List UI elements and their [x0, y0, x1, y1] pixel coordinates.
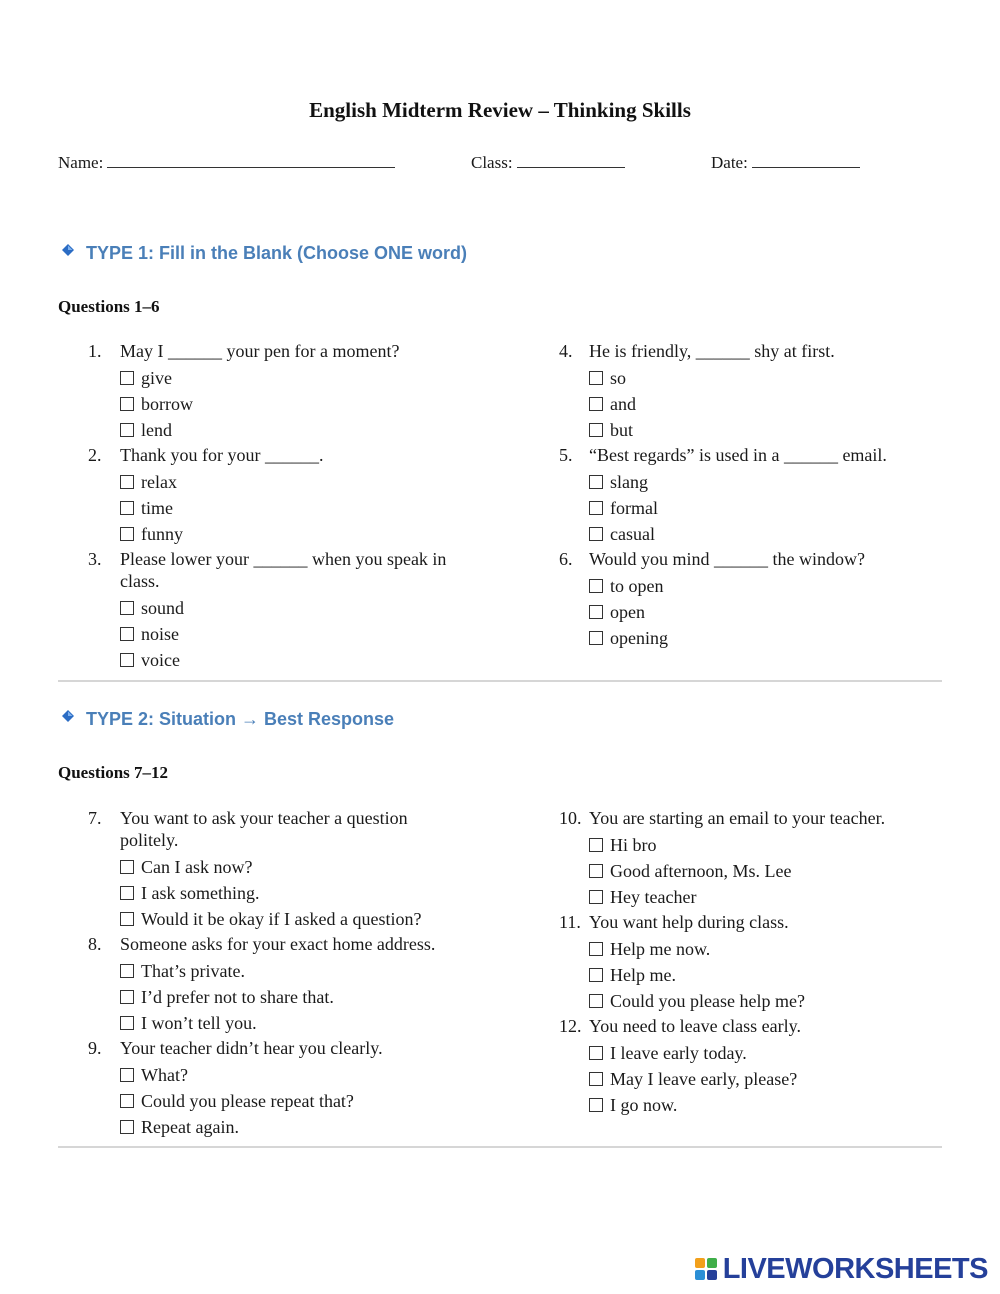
answer-option[interactable]	[120, 1010, 470, 1036]
checkbox-icon[interactable]	[120, 1120, 134, 1134]
option-label: funny	[141, 524, 183, 544]
option-label: Repeat again.	[141, 1117, 239, 1137]
question-text: “Best regards” is used in a ______ email.	[589, 445, 887, 465]
answer-option[interactable]	[120, 984, 470, 1010]
answer-option[interactable]	[589, 417, 939, 443]
checkbox-icon[interactable]	[589, 605, 603, 619]
question-item	[559, 1015, 939, 1118]
option-label: lend	[141, 420, 172, 440]
checkbox-icon[interactable]	[120, 527, 134, 541]
checkbox-icon[interactable]	[120, 990, 134, 1004]
question-item	[60, 548, 470, 673]
checkbox-icon[interactable]	[589, 1046, 603, 1060]
option-label: slang	[610, 472, 648, 492]
answer-option[interactable]	[589, 962, 939, 988]
answer-option[interactable]	[120, 521, 470, 547]
option-label: open	[610, 602, 645, 622]
option-label: Can I ask now?	[141, 857, 253, 877]
checkbox-icon[interactable]	[120, 964, 134, 978]
section-divider	[58, 1146, 942, 1148]
question-item	[559, 548, 939, 651]
checkbox-icon[interactable]	[589, 890, 603, 904]
option-label: relax	[141, 472, 177, 492]
checkbox-icon[interactable]	[589, 631, 603, 645]
name-blank[interactable]	[107, 152, 395, 168]
checkbox-icon[interactable]	[589, 397, 603, 411]
question-number: 6.	[559, 549, 573, 569]
question-text: Someone asks for your exact home address.	[120, 934, 436, 954]
question-item	[60, 340, 470, 443]
option-label: formal	[610, 498, 658, 518]
question-item	[559, 911, 939, 1014]
answer-option[interactable]	[589, 884, 939, 910]
answer-option[interactable]	[589, 391, 939, 417]
checkbox-icon[interactable]	[589, 968, 603, 982]
checkbox-icon[interactable]	[589, 942, 603, 956]
answer-option[interactable]	[589, 936, 939, 962]
option-label: and	[610, 394, 636, 414]
answer-option[interactable]	[589, 858, 939, 884]
section1-heading	[62, 243, 467, 264]
answer-option[interactable]	[589, 625, 939, 651]
section2-heading-text: TYPE 2: Situation → Best Response	[86, 709, 395, 729]
option-label: Good afternoon, Ms. Lee	[610, 861, 792, 881]
answer-option[interactable]	[589, 832, 939, 858]
question-item	[60, 444, 470, 547]
checkbox-icon[interactable]	[120, 860, 134, 874]
answer-option[interactable]	[120, 1062, 470, 1088]
option-label: I leave early today.	[610, 1043, 747, 1063]
date-field[interactable]	[711, 152, 860, 173]
checkbox-icon[interactable]	[589, 1072, 603, 1086]
answer-option[interactable]	[120, 854, 470, 880]
answer-option[interactable]	[120, 469, 470, 495]
answer-option[interactable]	[589, 521, 939, 547]
option-label: Help me now.	[610, 939, 711, 959]
checkbox-icon[interactable]	[589, 864, 603, 878]
checkbox-icon[interactable]	[589, 423, 603, 437]
question-item	[60, 1037, 470, 1140]
checkbox-icon[interactable]	[589, 527, 603, 541]
option-label: May I leave early, please?	[610, 1069, 798, 1089]
checkbox-icon[interactable]	[120, 886, 134, 900]
name-field[interactable]	[58, 152, 395, 173]
option-label: That’s private.	[141, 961, 245, 981]
question-item	[559, 807, 939, 910]
answer-option[interactable]	[120, 1114, 470, 1140]
date-blank[interactable]	[752, 152, 860, 168]
option-label: I ask something.	[141, 883, 260, 903]
question-text: You want help during class.	[589, 912, 789, 932]
section2-range: Questions 7–12	[58, 763, 169, 782]
checkbox-icon[interactable]	[589, 994, 603, 1008]
question-text: You need to leave class early.	[589, 1016, 801, 1036]
question-number: 4.	[559, 341, 573, 361]
checkbox-icon[interactable]	[120, 397, 134, 411]
option-label: give	[141, 368, 172, 388]
section1-left-column	[60, 340, 470, 674]
liveworksheets-logo	[695, 1253, 988, 1285]
answer-option[interactable]	[589, 1040, 939, 1066]
question-text: You are starting an email to your teacher.	[589, 808, 886, 828]
class-blank[interactable]	[517, 152, 625, 168]
question-text: You want to ask your teacher a question politely.	[120, 808, 408, 850]
answer-option[interactable]	[120, 906, 470, 932]
answer-option[interactable]	[589, 495, 939, 521]
section-divider	[58, 680, 942, 682]
diamond-icon	[62, 244, 74, 256]
answer-option[interactable]	[589, 469, 939, 495]
question-number: 1.	[88, 341, 102, 361]
option-label: borrow	[141, 394, 193, 414]
section1-right-column	[559, 340, 939, 652]
question-text: May I ______ your pen for a moment?	[120, 341, 400, 361]
answer-option[interactable]	[120, 1088, 470, 1114]
checkbox-icon[interactable]	[589, 1098, 603, 1112]
question-item	[559, 340, 939, 443]
option-label: I won’t tell you.	[141, 1013, 257, 1033]
checkbox-icon[interactable]	[589, 475, 603, 489]
question-text: He is friendly, ______ shy at first.	[589, 341, 835, 361]
checkbox-icon[interactable]	[589, 371, 603, 385]
question-number: 7.	[88, 808, 102, 828]
question-number: 9.	[88, 1038, 102, 1058]
option-label: I’d prefer not to share that.	[141, 987, 334, 1007]
question-item	[60, 933, 470, 1036]
option-label: opening	[610, 628, 668, 648]
option-label: time	[141, 498, 173, 518]
option-label: Hi bro	[610, 835, 657, 855]
answer-option[interactable]	[120, 495, 470, 521]
option-label: Hey teacher	[610, 887, 697, 907]
brand-icon	[695, 1258, 717, 1280]
option-label: What?	[141, 1065, 188, 1085]
answer-option[interactable]	[120, 595, 470, 621]
name-label: Name:	[58, 153, 104, 172]
checkbox-icon[interactable]	[120, 627, 134, 641]
question-number: 3.	[88, 549, 102, 569]
option-label: Help me.	[610, 965, 676, 985]
answer-option[interactable]	[120, 647, 470, 673]
option-label: Could you please repeat that?	[141, 1091, 354, 1111]
option-label: voice	[141, 650, 180, 670]
date-label: Date:	[711, 153, 748, 172]
checkbox-icon[interactable]	[120, 1094, 134, 1108]
answer-option[interactable]	[120, 621, 470, 647]
checkbox-icon[interactable]	[589, 579, 603, 593]
checkbox-icon[interactable]	[120, 1068, 134, 1082]
question-number: 2.	[88, 445, 102, 465]
section1-heading-text: TYPE 1: Fill in the Blank (Choose ONE word)	[86, 243, 468, 263]
class-label: Class:	[471, 153, 513, 172]
question-text: Would you mind ______ the window?	[589, 549, 866, 569]
brand-text: LIVEWORKSHEETS	[722, 1252, 988, 1285]
answer-option[interactable]	[589, 1092, 939, 1118]
checkbox-icon[interactable]	[120, 912, 134, 926]
option-label: to open	[610, 576, 664, 596]
question-number: 5.	[559, 445, 573, 465]
checkbox-icon[interactable]	[120, 653, 134, 667]
worksheet-title: English Midterm Review – Thinking Skills	[309, 98, 691, 122]
answer-option[interactable]	[120, 880, 470, 906]
question-number: 11.	[559, 912, 581, 932]
section1-range: Questions 1–6	[58, 297, 160, 316]
question-text: Your teacher didn’t hear you clearly.	[120, 1038, 383, 1058]
question-number: 12.	[559, 1016, 582, 1036]
answer-option[interactable]	[589, 1066, 939, 1092]
section2-heading	[62, 709, 394, 730]
question-item	[60, 807, 470, 932]
answer-option[interactable]	[120, 958, 470, 984]
option-label: Could you please help me?	[610, 991, 805, 1011]
checkbox-icon[interactable]	[589, 838, 603, 852]
option-label: noise	[141, 624, 179, 644]
option-label: casual	[610, 524, 655, 544]
class-field[interactable]	[471, 152, 625, 173]
option-label: so	[610, 368, 627, 388]
checkbox-icon[interactable]	[120, 475, 134, 489]
section2-left-column	[60, 807, 470, 1141]
option-label: but	[610, 420, 634, 440]
answer-option[interactable]	[589, 599, 939, 625]
answer-option[interactable]	[589, 988, 939, 1014]
checkbox-icon[interactable]	[120, 423, 134, 437]
checkbox-icon[interactable]	[120, 601, 134, 615]
question-item	[559, 444, 939, 547]
option-label: I go now.	[610, 1095, 678, 1115]
checkbox-icon[interactable]	[589, 501, 603, 515]
question-number: 8.	[88, 934, 102, 954]
question-text: Please lower your ______ when you speak in class.	[120, 549, 447, 591]
option-label: Would it be okay if I asked a question?	[141, 909, 422, 929]
checkbox-icon[interactable]	[120, 371, 134, 385]
answer-option[interactable]	[589, 365, 939, 391]
answer-option[interactable]	[120, 417, 470, 443]
answer-option[interactable]	[589, 573, 939, 599]
diamond-icon	[62, 710, 74, 722]
answer-option[interactable]	[120, 391, 470, 417]
checkbox-icon[interactable]	[120, 1016, 134, 1030]
answer-option[interactable]	[120, 365, 470, 391]
section2-right-column	[559, 807, 939, 1119]
question-number: 10.	[559, 808, 582, 828]
checkbox-icon[interactable]	[120, 501, 134, 515]
option-label: sound	[141, 598, 185, 618]
question-text: Thank you for your ______.	[120, 445, 324, 465]
